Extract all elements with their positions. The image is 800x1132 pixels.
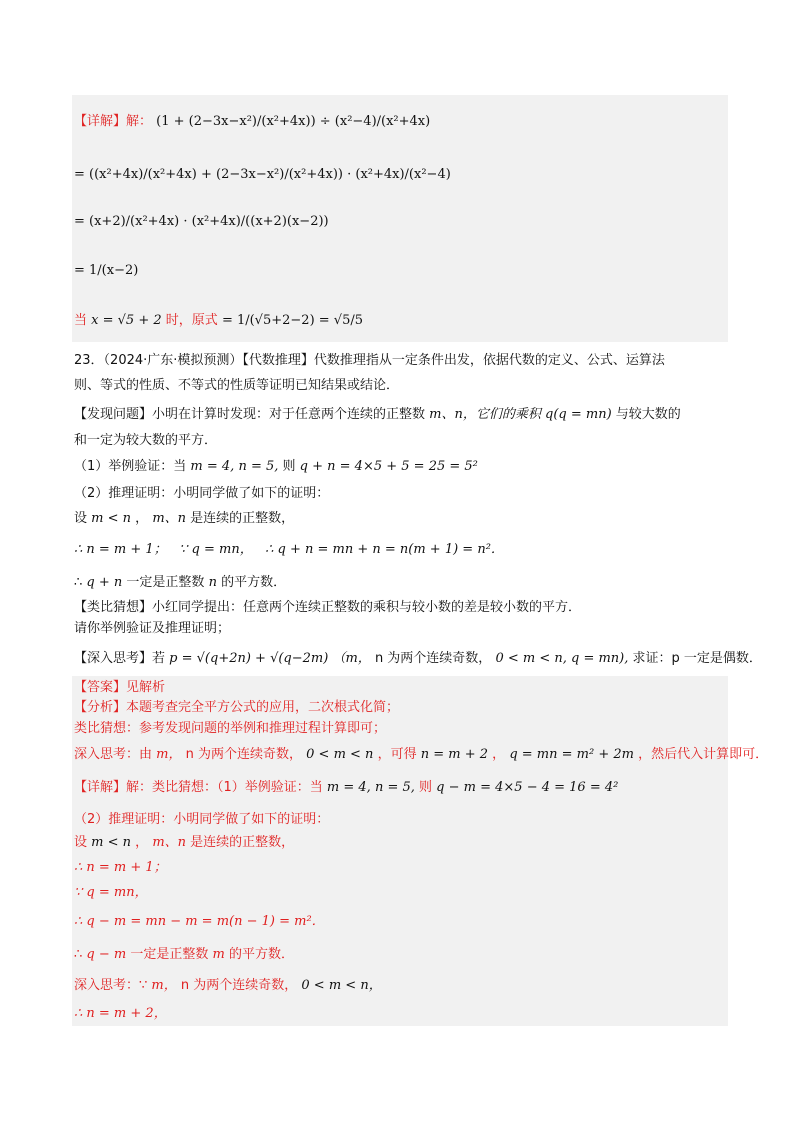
deep-m: （m， — [332, 651, 371, 666]
discover-q: q(q = mn) — [545, 407, 612, 422]
ex1-label: （1）举例验证：当 — [74, 459, 187, 474]
discover-line — [74, 403, 681, 427]
problem23-line2: 则、等式的性质、不等式的性质等证明已知结果或结论． — [74, 378, 400, 393]
sol22-when-line — [74, 308, 363, 334]
answer-step1: ∴ n = m + 1； — [74, 860, 167, 875]
detail-label: 【详解】解： — [74, 114, 153, 129]
sol22-step1: = ((x²+4x)/(x²+4x) + (2−3x−x²)/(x²+4x)) · (x²+4x)/(x²−4) — [74, 167, 451, 182]
deep-n: n 为两个连续奇数， — [374, 651, 492, 666]
deep-goal: 求证：p 一定是偶数． — [632, 651, 762, 666]
ans-deep-c: n 为两个连续奇数， — [180, 978, 298, 993]
assume-vars: m、n — [152, 511, 187, 526]
example1-line — [74, 457, 478, 477]
s4-b: q − m — [86, 947, 127, 962]
ex1-result: q + n = 4×5 + 5 = 25 = 5² — [299, 459, 478, 474]
ans-assume-text: 是连续的正整数， — [190, 835, 295, 850]
ans-assume-vars: m、n — [152, 835, 187, 850]
proof-c: ∴ q + n = mn + n = n(m + 1) = n²． — [265, 542, 504, 557]
problem23-line1: 23．（2024·广东·模拟预测）【代数推理】代数推理指从一定条件出发，依据代数的定义、公式、运算法 — [74, 353, 665, 368]
concl-var: n — [208, 575, 217, 590]
a3-b: m， — [156, 747, 182, 762]
s4-c: 一定是正整数 — [130, 947, 209, 962]
when-condition: x = √5 + 2 — [91, 313, 162, 328]
proof-line — [74, 540, 504, 560]
analysis-line3 — [74, 745, 768, 765]
answer-deep-line — [74, 976, 382, 996]
answer-step4 — [74, 945, 294, 965]
discover-text-d: 与较大数的 — [615, 407, 681, 422]
answer-assume-line — [74, 833, 294, 853]
ans-deep-d: 0 < m < n， — [301, 978, 382, 993]
assume-set: 设 — [74, 511, 88, 526]
detail-a: 【详解】解：类比猜想：（1）举例验证：当 — [74, 780, 323, 795]
detail-c: 则 — [419, 780, 433, 795]
when-mid: 时，原式 — [165, 313, 218, 328]
assume-line — [74, 509, 294, 529]
deep-line — [74, 646, 762, 672]
math-expression: (1 + (2−3x−x²)/(x²+4x)) ÷ (x²−4)/(x²+4x) — [156, 114, 431, 129]
answer-step2: ∵ q = mn， — [74, 885, 148, 900]
analog-line1: 【类比猜想】小红同学提出：任意两个连续正整数的乘积与较小数的差是较小数的平方． — [74, 600, 582, 615]
concl-text: 一定是正整数 — [126, 575, 205, 590]
sol22-step2: = (x+2)/(x²+4x) · (x²+4x)/((x+2)(x−2)) — [74, 214, 329, 229]
analysis-line2: 类比猜想：参考发现问题的举例和推理过程计算即可； — [74, 721, 387, 736]
ex1-then: 则 — [282, 459, 296, 474]
a3-h: q = mn = m² + 2m — [509, 747, 634, 762]
answer-step3: ∴ q − m = mn − m = m(n − 1) = m²． — [74, 914, 325, 929]
detail-line — [74, 778, 618, 798]
analysis-line: 【分析】本题考查完全平方公式的应用，二次根式化简； — [74, 700, 400, 715]
a3-i: ，然后代入计算即可． — [638, 747, 769, 762]
proof-intro-line: （2）推理证明：小明同学做了如下的证明： — [74, 812, 330, 827]
ans-assume-ineq: m < n — [91, 835, 132, 850]
a3-c: n 为两个连续奇数， — [185, 747, 302, 762]
deep-cond: 0 < m < n, q = mn), — [495, 651, 629, 666]
assume-ineq: m < n — [91, 511, 132, 526]
a3-d: 0 < m < n — [306, 747, 374, 762]
assume-text: 是连续的正整数， — [190, 511, 295, 526]
a3-a: 深入思考：由 — [74, 747, 153, 762]
ans-assume-comma: ， — [135, 835, 149, 850]
s4-d: m — [212, 947, 225, 962]
deep-expr: p = √(q+2n) + √(q−2m) — [169, 651, 329, 666]
answer-deep-step: ∴ n = m + 2， — [74, 1006, 167, 1021]
when-result: = 1/(√5+2−2) = √5/5 — [221, 313, 364, 328]
a3-e: ，可得 — [377, 747, 417, 762]
conclusion-line — [74, 573, 286, 593]
s4-e: 的平方数． — [229, 947, 295, 962]
discover-text-a: 【发现问题】小明在计算时发现：对于任意两个连续的正整数 — [74, 407, 426, 422]
when-prefix: 当 — [74, 313, 88, 328]
analog-line2: 请你举例验证及推理证明； — [74, 621, 231, 636]
detail-b: m = 4, n = 5, — [326, 780, 415, 795]
example2-line: （2）推理证明：小明同学做了如下的证明： — [74, 486, 330, 501]
concl-therefore: ∴ — [74, 575, 83, 590]
proof-a: ∴ n = m + 1； — [74, 542, 167, 557]
discover-line2: 和一定为较大数的平方． — [74, 433, 218, 448]
proof-b: ∵ q = mn， — [179, 542, 253, 557]
deep-label: 【深入思考】若 — [74, 651, 166, 666]
ans-deep-a: 深入思考：∵ — [74, 978, 148, 993]
a3-g: ， — [492, 747, 506, 762]
a3-f: n = m + 2 — [420, 747, 489, 762]
sol22-step3: = 1/(x−2) — [74, 263, 139, 278]
assume-comma: ， — [135, 511, 149, 526]
ans-assume-set: 设 — [74, 835, 88, 850]
answer-line: 【答案】见解析 — [74, 680, 166, 695]
detail-d: q − m = 4×5 − 4 = 16 = 4² — [436, 780, 619, 795]
concl-expr: q + n — [86, 575, 123, 590]
discover-vars: m、n，它们的乘积 — [429, 407, 541, 422]
ans-deep-b: m， — [151, 978, 177, 993]
ex1-values: m = 4, n = 5, — [190, 459, 279, 474]
sol22-expr-line — [74, 102, 430, 142]
s4-a: ∴ — [74, 947, 83, 962]
concl-end: 的平方数． — [221, 575, 287, 590]
